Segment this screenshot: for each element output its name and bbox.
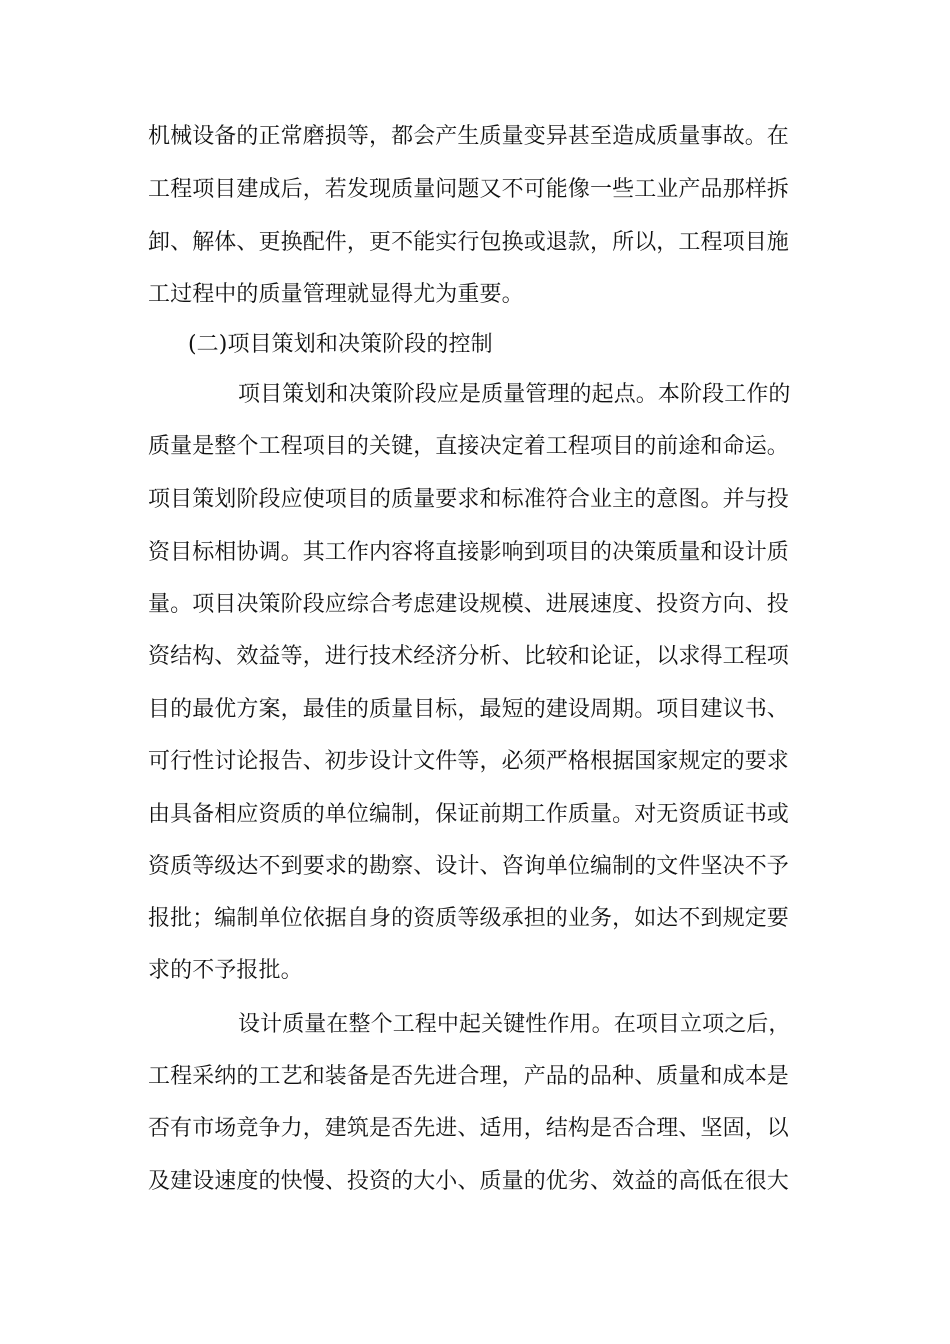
paragraph2-line-11: 报批；编制单位依据自身的资质等级承担的业务，如达不到规定要 [148,906,789,931]
paragraph2-line-6: 资结构、效益等，进行技术经济分析、比较和论证，以求得工程项 [148,644,789,669]
section-heading: (二)项目策划和决策阶段的控制 [188,332,493,357]
paragraph2-line-8: 可行性讨论报告、初步设计文件等，必须严格根据国家规定的要求 [148,749,789,774]
paragraph1-line-1: 机械设备的正常磨损等，都会产生质量变异甚至造成质量事故。在 [148,124,789,149]
paragraph2-line-4: 资目标相协调。其工作内容将直接影响到项目的决策质量和设计质 [148,540,789,565]
paragraph2-line-3: 项目策划阶段应使项目的质量要求和标准符合业主的意图。并与投 [148,487,789,512]
paragraph3-line-4: 及建设速度的快慢、投资的大小、质量的优劣、效益的高低在很大 [148,1169,789,1194]
paragraph2-line-12: 求的不予报批。 [148,958,303,983]
paragraph2-line-2: 质量是整个工程项目的关键，直接决定着工程项目的前途和命运。 [148,434,789,459]
paragraph2-line-9: 由具备相应资质的单位编制，保证前期工作质量。对无资质证书或 [148,802,789,827]
paragraph3-line-3: 否有市场竞争力，建筑是否先进、适用，结构是否合理、坚固，以 [148,1116,789,1141]
paragraph3-line-2: 工程采纳的工艺和装备是否先进合理，产品的品种、质量和成本是 [148,1064,789,1089]
paragraph2-line-10: 资质等级达不到要求的勘察、设计、咨询单位编制的文件坚决不予 [148,854,789,879]
paragraph3-line-1: 设计质量在整个工程中起关键性作用。在项目立项之后， [238,1012,791,1037]
paragraph1-line-4: 工过程中的质量管理就显得尤为重要。 [148,282,524,307]
paragraph1-line-2: 工程项目建成后，若发现质量问题又不可能像一些工业产品那样拆 [148,177,789,202]
paragraph2-line-7: 目的最优方案，最佳的质量目标，最短的建设周期。项目建议书、 [148,697,789,722]
paragraph1-line-3: 卸、解体、更换配件，更不能实行包换或退款，所以，工程项目施 [148,230,789,255]
paragraph2-line-1: 项目策划和决策阶段应是质量管理的起点。本阶段工作的 [238,382,791,407]
paragraph2-line-5: 量。项目决策阶段应综合考虑建设规模、进展速度、投资方向、投 [148,592,789,617]
